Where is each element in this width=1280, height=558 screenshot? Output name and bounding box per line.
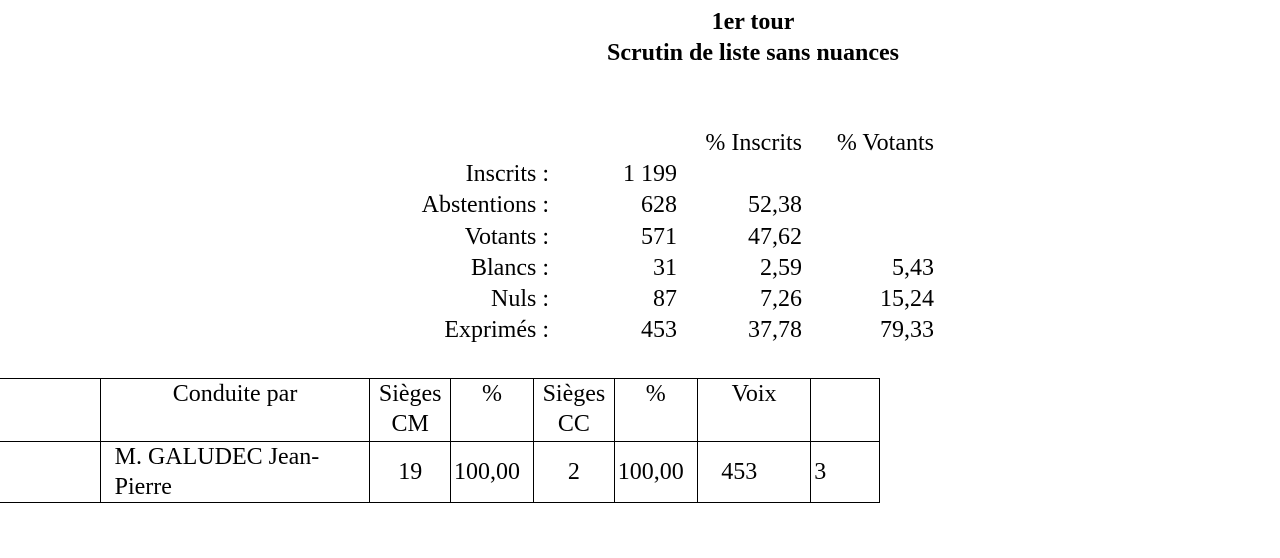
- stats-pct-votants: 15,24: [880, 285, 934, 312]
- col-header-voix: Voix: [697, 379, 810, 442]
- stats-label: Inscrits :: [465, 161, 549, 188]
- stats-label: Abstentions :: [421, 192, 549, 219]
- stats-value: 87: [653, 285, 677, 312]
- stats-value: 628: [641, 192, 677, 219]
- stats-row-blancs: [0, 253, 1280, 284]
- cell-conduite: M. GALUDEC Jean-Pierre: [100, 442, 370, 503]
- stats-label: Votants :: [464, 223, 549, 250]
- cell-sieges-cc: 2: [534, 442, 615, 503]
- stats-value: 453: [641, 317, 677, 344]
- stats-pct-inscrits: 2,59: [760, 254, 802, 281]
- stats-pct-votants: 79,33: [880, 317, 934, 344]
- cell-voix: 453: [697, 442, 810, 503]
- cell-last: 3: [811, 442, 880, 503]
- stats-row-inscrits: [0, 159, 1280, 190]
- turnout-stats: [0, 128, 1280, 346]
- stats-pct-inscrits: 37,78: [748, 317, 802, 344]
- stats-label: Nuls :: [490, 285, 549, 312]
- ballot-type-title: Scrutin de liste sans nuances: [606, 40, 900, 66]
- cell-pct-cm: 100,00: [450, 442, 533, 503]
- stats-row-abstentions: [0, 190, 1280, 221]
- results-table: [0, 378, 880, 503]
- pct-votants-header: % Votants: [836, 130, 934, 156]
- stats-label: Blancs :: [471, 254, 549, 281]
- cell-sieges-cm: 19: [370, 442, 451, 503]
- results-header-row: [0, 379, 880, 442]
- stats-header-row: [0, 128, 1280, 159]
- col-header-pct-cm: %: [450, 379, 533, 442]
- stats-row-votants: [0, 222, 1280, 253]
- pct-inscrits-header: % Inscrits: [705, 130, 802, 156]
- round-title: 1er tour: [711, 9, 795, 35]
- stats-row-exprimes: [0, 315, 1280, 346]
- col-header-pct-cc: %: [614, 379, 697, 442]
- col-header-liste: [0, 379, 100, 442]
- stats-pct-inscrits: 7,26: [760, 285, 802, 312]
- stats-pct-votants: 5,43: [892, 254, 934, 281]
- col-header-sieges-cc: Sièges CC: [534, 379, 615, 442]
- stats-value: 31: [653, 254, 677, 281]
- stats-row-nuls: [0, 284, 1280, 315]
- table-row: [0, 442, 880, 503]
- col-header-conduite: Conduite par: [100, 379, 370, 442]
- stats-value: 571: [641, 223, 677, 250]
- col-header-sieges-cm: Sièges CM: [370, 379, 451, 442]
- cell-liste: [0, 442, 100, 503]
- stats-pct-inscrits: 47,62: [748, 223, 802, 250]
- stats-label: Exprimés :: [444, 317, 549, 344]
- stats-pct-inscrits: 52,38: [748, 192, 802, 219]
- cell-pct-cc: 100,00: [614, 442, 697, 503]
- stats-value: 1 199: [623, 161, 677, 188]
- col-header-last: [811, 379, 880, 442]
